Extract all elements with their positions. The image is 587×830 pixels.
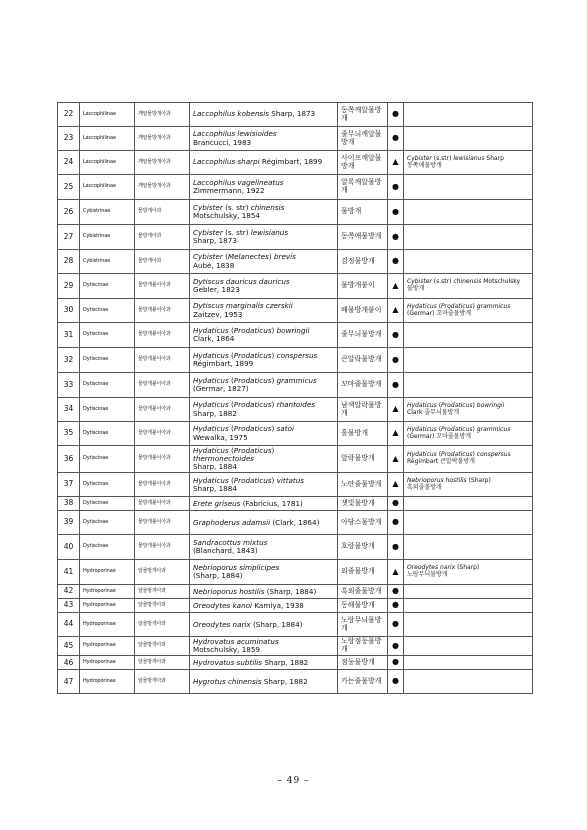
species-table bbox=[57, 102, 533, 694]
subfamily-latin: Dytiscinae bbox=[80, 535, 135, 560]
scientific-name: Hydrovatus subtilis Sharp, 1882 bbox=[190, 656, 338, 670]
remark bbox=[404, 103, 533, 127]
subfamily-latin: Dytiscinae bbox=[80, 299, 135, 323]
remark bbox=[404, 225, 533, 250]
remark: Hydaticus (Prodaticus) grammicus (Germar) 꼬마줄물방개 bbox=[404, 299, 533, 323]
korean-name: 흘물방개 bbox=[338, 422, 388, 446]
subfamily-korean: 깨알물방개아과 bbox=[135, 127, 190, 151]
status-mark: ● bbox=[388, 127, 404, 151]
table-row bbox=[58, 348, 533, 373]
remark bbox=[404, 535, 533, 560]
scientific-name: Hydaticus (Prodaticus) rhantoides Sharp, 1882 bbox=[190, 398, 338, 422]
subfamily-korean: 물방개붙이아과 bbox=[135, 274, 190, 299]
status-mark: ● bbox=[388, 200, 404, 225]
row-number: 37 bbox=[58, 473, 80, 497]
scientific-name: Nebrioporus simplicipes (Sharp, 1884) bbox=[190, 560, 338, 585]
subfamily-korean: 알물방개아과 bbox=[135, 560, 190, 585]
status-mark: ● bbox=[388, 103, 404, 127]
remark: Hydaticus (Prodaticus) conspersus Régimbart 큰알락물방개 bbox=[404, 446, 533, 473]
korean-name: 아담스물방개 bbox=[338, 511, 388, 535]
table-row bbox=[58, 200, 533, 225]
status-mark: ▲ bbox=[388, 299, 404, 323]
table-row bbox=[58, 535, 533, 560]
korean-name: 잿빛물방개 bbox=[338, 497, 388, 511]
subfamily-korean: 물방개붙이아과 bbox=[135, 446, 190, 473]
subfamily-latin: Dytiscinae bbox=[80, 422, 135, 446]
subfamily-latin: Hydroporinae bbox=[80, 585, 135, 599]
remark bbox=[404, 127, 533, 151]
subfamily-korean: 깨알물방개아과 bbox=[135, 151, 190, 175]
species-table-body bbox=[58, 103, 533, 694]
status-mark: ● bbox=[388, 497, 404, 511]
korean-name: 사이프깨알물방개 bbox=[338, 151, 388, 175]
status-mark: ▲ bbox=[388, 274, 404, 299]
subfamily-latin: Laccophilinae bbox=[80, 151, 135, 175]
remark bbox=[404, 323, 533, 348]
subfamily-latin: Dytiscinae bbox=[80, 511, 135, 535]
korean-name: 점둥물방개 bbox=[338, 656, 388, 670]
korean-name: 외줄물방개 bbox=[338, 560, 388, 585]
korean-name: 물방개 bbox=[338, 200, 388, 225]
subfamily-korean: 물방개아과 bbox=[135, 250, 190, 274]
subfamily-latin: Laccophilinae bbox=[80, 127, 135, 151]
table-row bbox=[58, 274, 533, 299]
scientific-name: Hydaticus (Prodaticus) thermonectoides Sharp, 1884 bbox=[190, 446, 338, 473]
subfamily-korean: 알물방개아과 bbox=[135, 656, 190, 670]
scientific-name: Hydaticus (Prodaticus) conspersus Régimbart, 1899 bbox=[190, 348, 338, 373]
status-mark: ● bbox=[388, 373, 404, 398]
subfamily-latin: Dytiscinae bbox=[80, 373, 135, 398]
row-number: 35 bbox=[58, 422, 80, 446]
row-number: 43 bbox=[58, 599, 80, 613]
subfamily-korean: 알물방개아과 bbox=[135, 599, 190, 613]
subfamily-korean: 물방개붙이아과 bbox=[135, 348, 190, 373]
scientific-name: Laccophilus kobensis Sharp, 1873 bbox=[190, 103, 338, 127]
row-number: 36 bbox=[58, 446, 80, 473]
subfamily-latin: Dytiscinae bbox=[80, 497, 135, 511]
row-number: 41 bbox=[58, 560, 80, 585]
remark bbox=[404, 348, 533, 373]
scientific-name: Hydrovatus acuminatus Motschulsky, 1859 bbox=[190, 637, 338, 656]
remark: Cybister (s.str) lewisianus Sharp 동쪽애물방개 bbox=[404, 151, 533, 175]
remark bbox=[404, 670, 533, 694]
scientific-name: Cybister (s. str) lewisianus Sharp, 1873 bbox=[190, 225, 338, 250]
row-number: 31 bbox=[58, 323, 80, 348]
subfamily-latin: Dytiscinae bbox=[80, 398, 135, 422]
scientific-name: Oreodytes kanoi Kamiya, 1938 bbox=[190, 599, 338, 613]
korean-name: 동쪽깨알물방개 bbox=[338, 103, 388, 127]
row-number: 28 bbox=[58, 250, 80, 274]
remark bbox=[404, 599, 533, 613]
scientific-name: Cybister (Melanectes) brevis Aubé, 1838 bbox=[190, 250, 338, 274]
row-number: 33 bbox=[58, 373, 80, 398]
korean-name: 줄무늬물방개 bbox=[338, 323, 388, 348]
remark: Hydaticus (Prodaticus) bowringii Clark 줄무늬물방개 bbox=[404, 398, 533, 422]
status-mark: ● bbox=[388, 175, 404, 200]
scientific-name: Graphoderus adamsii (Clark, 1864) bbox=[190, 511, 338, 535]
remark bbox=[404, 511, 533, 535]
scientific-name: Dytiscus marginalis czerskii Zaitzev, 1953 bbox=[190, 299, 338, 323]
row-number: 45 bbox=[58, 637, 80, 656]
scientific-name: Hydaticus (Prodaticus) bowringii Clark, 1864 bbox=[190, 323, 338, 348]
row-number: 24 bbox=[58, 151, 80, 175]
table-row bbox=[58, 175, 533, 200]
status-mark: ● bbox=[388, 250, 404, 274]
subfamily-latin: Dytiscinae bbox=[80, 274, 135, 299]
table-row bbox=[58, 299, 533, 323]
table-row bbox=[58, 323, 533, 348]
table-row bbox=[58, 656, 533, 670]
remark bbox=[404, 250, 533, 274]
subfamily-korean: 알물방개아과 bbox=[135, 637, 190, 656]
remark bbox=[404, 200, 533, 225]
row-number: 34 bbox=[58, 398, 80, 422]
table-row bbox=[58, 398, 533, 422]
status-mark: ● bbox=[388, 599, 404, 613]
subfamily-latin: Dytiscinae bbox=[80, 446, 135, 473]
korean-name: 노란줄물방개 bbox=[338, 473, 388, 497]
subfamily-korean: 물방개붙이아과 bbox=[135, 473, 190, 497]
row-number: 32 bbox=[58, 348, 80, 373]
scientific-name: Laccophilus lewisioides Brancucci, 1983 bbox=[190, 127, 338, 151]
table-row bbox=[58, 103, 533, 127]
scientific-name: Nebrioporus hostilis (Sharp, 1884) bbox=[190, 585, 338, 599]
remark bbox=[404, 637, 533, 656]
korean-name: 물방개붙이 bbox=[338, 274, 388, 299]
status-mark: ● bbox=[388, 670, 404, 694]
row-number: 47 bbox=[58, 670, 80, 694]
subfamily-latin: Hydroporinae bbox=[80, 656, 135, 670]
remark: Nebrioporus hostilis (Sharp) 흑외줄물방개 bbox=[404, 473, 533, 497]
table-row bbox=[58, 637, 533, 656]
row-number: 42 bbox=[58, 585, 80, 599]
table-row bbox=[58, 560, 533, 585]
subfamily-korean: 알물방개아과 bbox=[135, 585, 190, 599]
status-mark: ● bbox=[388, 348, 404, 373]
row-number: 26 bbox=[58, 200, 80, 225]
korean-name: 남색알락물방개 bbox=[338, 398, 388, 422]
korean-name: 알록깨알물방개 bbox=[338, 175, 388, 200]
subfamily-korean: 깨알물방개아과 bbox=[135, 175, 190, 200]
status-mark: ▲ bbox=[388, 422, 404, 446]
table-row bbox=[58, 511, 533, 535]
subfamily-korean: 물방개붙이아과 bbox=[135, 398, 190, 422]
row-number: 40 bbox=[58, 535, 80, 560]
row-number: 30 bbox=[58, 299, 80, 323]
table-row bbox=[58, 151, 533, 175]
status-mark: ● bbox=[388, 656, 404, 670]
korean-name: 노랑점둥물방개 bbox=[338, 637, 388, 656]
scientific-name: Hydaticus (Prodaticus) satoi Wewalka, 1975 bbox=[190, 422, 338, 446]
subfamily-latin: Dytiscinae bbox=[80, 348, 135, 373]
korean-name: 큰알락물방개 bbox=[338, 348, 388, 373]
subfamily-korean: 물방개붙이아과 bbox=[135, 373, 190, 398]
scientific-name: Hydaticus (Prodaticus) grammicus (Germar, 1827) bbox=[190, 373, 338, 398]
scientific-name: Hydaticus (Prodaticus) vittatus Sharp, 1884 bbox=[190, 473, 338, 497]
subfamily-latin: Hydroporinae bbox=[80, 637, 135, 656]
table-row bbox=[58, 613, 533, 637]
subfamily-latin: Laccophilinae bbox=[80, 175, 135, 200]
scientific-name: Cybister (s. str) chinensis Motschulsky, 1854 bbox=[190, 200, 338, 225]
scientific-name: Sandracottus mixtus (Blanchard, 1843) bbox=[190, 535, 338, 560]
subfamily-korean: 물방개붙이아과 bbox=[135, 535, 190, 560]
table-row bbox=[58, 497, 533, 511]
row-number: 29 bbox=[58, 274, 80, 299]
table-row bbox=[58, 599, 533, 613]
table-row bbox=[58, 473, 533, 497]
subfamily-korean: 물방개아과 bbox=[135, 200, 190, 225]
row-number: 22 bbox=[58, 103, 80, 127]
row-number: 46 bbox=[58, 656, 80, 670]
remark bbox=[404, 175, 533, 200]
table-row bbox=[58, 422, 533, 446]
row-number: 39 bbox=[58, 511, 80, 535]
subfamily-korean: 물방개붙이아과 bbox=[135, 323, 190, 348]
status-mark: ▲ bbox=[388, 446, 404, 473]
page-number: – 49 – bbox=[277, 776, 310, 786]
remark bbox=[404, 613, 533, 637]
korean-name: 꼬마줄물방개 bbox=[338, 373, 388, 398]
table-row bbox=[58, 670, 533, 694]
status-mark: ● bbox=[388, 323, 404, 348]
remark: Oreodytes narix (Sharp) 노랑무늬물방개 bbox=[404, 560, 533, 585]
status-mark: ▲ bbox=[388, 151, 404, 175]
subfamily-latin: Hydroporinae bbox=[80, 560, 135, 585]
korean-name: 줄무늬깨알물방개 bbox=[338, 127, 388, 151]
remark bbox=[404, 656, 533, 670]
subfamily-korean: 물방개붙이아과 bbox=[135, 511, 190, 535]
subfamily-latin: Hydroporinae bbox=[80, 613, 135, 637]
korean-name: 검정물방개 bbox=[338, 250, 388, 274]
row-number: 44 bbox=[58, 613, 80, 637]
row-number: 25 bbox=[58, 175, 80, 200]
korean-name: 동쪽애물방개 bbox=[338, 225, 388, 250]
row-number: 23 bbox=[58, 127, 80, 151]
subfamily-korean: 물방개아과 bbox=[135, 225, 190, 250]
subfamily-latin: Cybistrinae bbox=[80, 200, 135, 225]
korean-name: 흑외줄물방개 bbox=[338, 585, 388, 599]
subfamily-latin: Dytiscinae bbox=[80, 473, 135, 497]
subfamily-latin: Hydroporinae bbox=[80, 670, 135, 694]
korean-name: 알락물방개 bbox=[338, 446, 388, 473]
subfamily-korean: 물방개붙이아과 bbox=[135, 422, 190, 446]
subfamily-latin: Cybistrinae bbox=[80, 250, 135, 274]
row-number: 27 bbox=[58, 225, 80, 250]
subfamily-latin: Dytiscinae bbox=[80, 323, 135, 348]
subfamily-latin: Laccophilinae bbox=[80, 103, 135, 127]
status-mark: ● bbox=[388, 225, 404, 250]
status-mark: ▲ bbox=[388, 398, 404, 422]
table-row bbox=[58, 127, 533, 151]
scientific-name: Laccophilus sharpi Régimbart, 1899 bbox=[190, 151, 338, 175]
remark bbox=[404, 585, 533, 599]
korean-name: 배물방개붙이 bbox=[338, 299, 388, 323]
scientific-name: Erete griseus (Fabricius, 1781) bbox=[190, 497, 338, 511]
scientific-name: Laccophilus vagelineatus Zimmermann, 1922 bbox=[190, 175, 338, 200]
status-mark: ● bbox=[388, 535, 404, 560]
remark: Hydaticus (Prodaticus) grammicus (Germar) 꼬마줄물방개 bbox=[404, 422, 533, 446]
remark bbox=[404, 497, 533, 511]
status-mark: ● bbox=[388, 637, 404, 656]
remark: Cybister (s.str) chinensis Motschulsky 물방개 bbox=[404, 274, 533, 299]
status-mark: ▲ bbox=[388, 473, 404, 497]
scientific-name: Oreodytes narix (Sharp, 1884) bbox=[190, 613, 338, 637]
subfamily-korean: 알물방개아과 bbox=[135, 613, 190, 637]
status-mark: ▲ bbox=[388, 560, 404, 585]
scientific-name: Dytiscus dauricus dauricus Gebler, 1823 bbox=[190, 274, 338, 299]
row-number: 38 bbox=[58, 497, 80, 511]
status-mark: ● bbox=[388, 613, 404, 637]
status-mark: ● bbox=[388, 585, 404, 599]
subfamily-latin: Cybistrinae bbox=[80, 225, 135, 250]
table-row bbox=[58, 225, 533, 250]
subfamily-korean: 물방개붙이아과 bbox=[135, 299, 190, 323]
subfamily-korean: 깨알물방개아과 bbox=[135, 103, 190, 127]
korean-name: 동해물방개 bbox=[338, 599, 388, 613]
status-mark: ● bbox=[388, 511, 404, 535]
table-row bbox=[58, 250, 533, 274]
table-row bbox=[58, 585, 533, 599]
korean-name: 노랑무늬물방개 bbox=[338, 613, 388, 637]
scientific-name: Hygrotus chinensis Sharp, 1882 bbox=[190, 670, 338, 694]
korean-name: 가는줄물방개 bbox=[338, 670, 388, 694]
subfamily-korean: 물방개붙이아과 bbox=[135, 497, 190, 511]
table-row bbox=[58, 373, 533, 398]
korean-name: 호랑물방개 bbox=[338, 535, 388, 560]
subfamily-korean: 알물방개아과 bbox=[135, 670, 190, 694]
table-row bbox=[58, 446, 533, 473]
remark bbox=[404, 373, 533, 398]
subfamily-latin: Hydroporinae bbox=[80, 599, 135, 613]
